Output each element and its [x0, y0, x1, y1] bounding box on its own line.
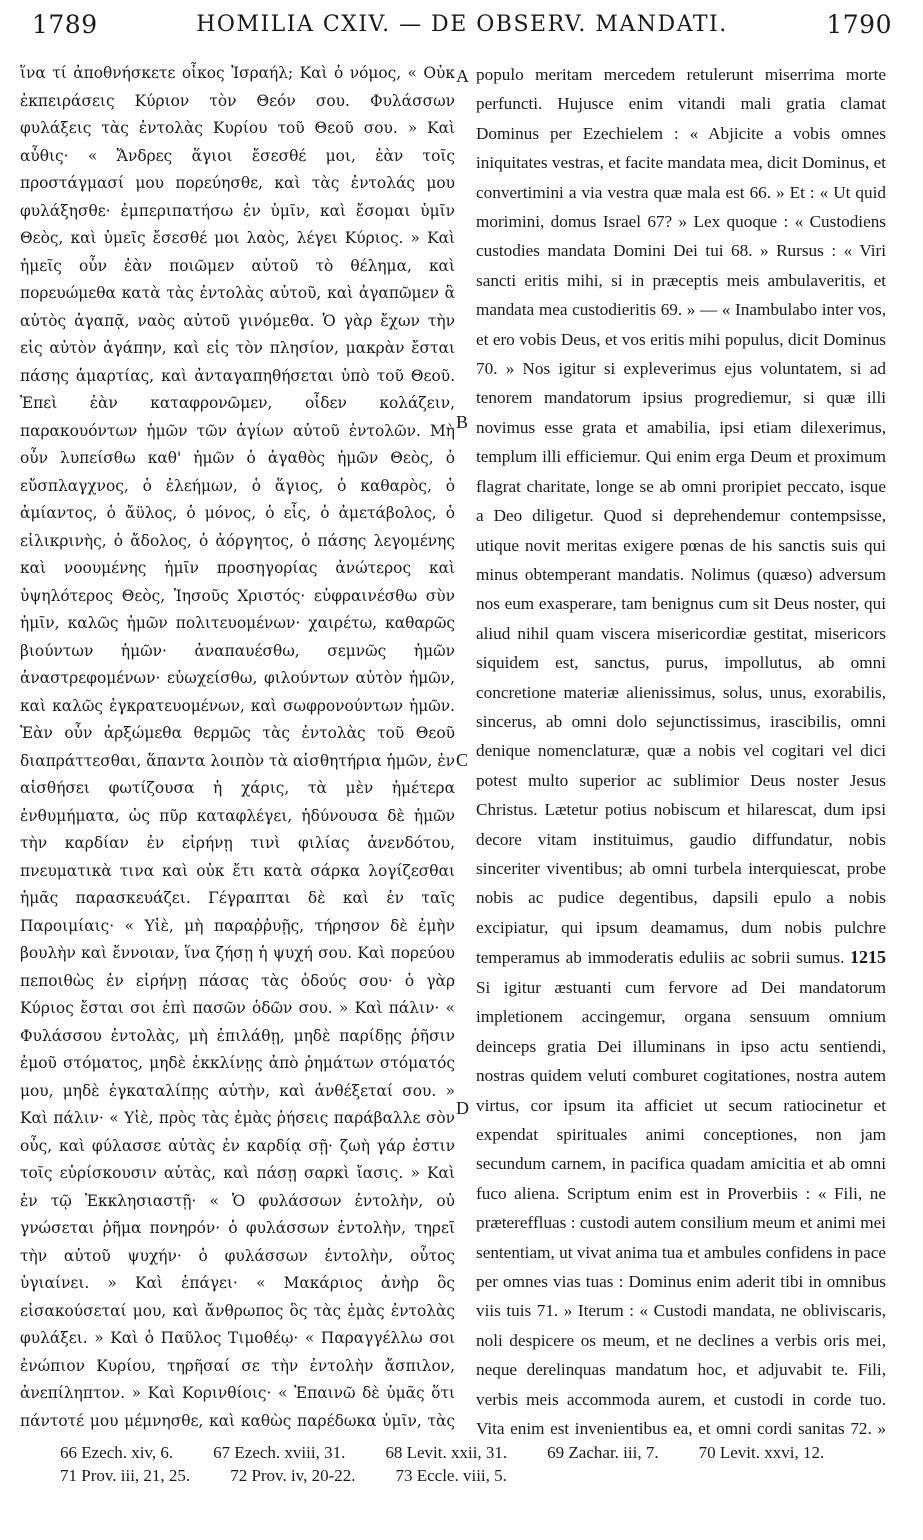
- column-number: 1215: [850, 947, 886, 968]
- footnote-71: 71 Prov. iii, 21, 25.: [60, 1465, 191, 1485]
- footnote-66: 66 Ezech. xiv, 6.: [60, 1443, 174, 1462]
- page-number-right: 1790: [826, 10, 892, 39]
- section-marker-d: D: [456, 1098, 469, 1118]
- section-marker-b: B: [456, 412, 469, 432]
- greek-text: ἵνα τί ἀποθνήσκετε οἶκος Ἰσραήλ; Καὶ ὁ νόμος, « Οὐκ ἐκπειράσεις Κύριον τὸν Θεόν σου. Φυλάσσων φυλάξεις τὰς ἐντολὰς Κυρίου τοῦ Θεοῦ σου. » Καὶ αὖθις· « Ἄνδρες ἅγιοι ἔσεσθέ μοι, ἐὰν τοῖς προστάγμασί μου πορεύησθε, καὶ τὰς ἐντολάς μου φυλάξησθε· ἐμπεριπατήσω ἐν ὑμῖν, καὶ ἔσομαι ὑμῖν Θεὸς, καὶ ὑμεῖς ἔσεσθέ μοι λαὸς, λέγει Κύριος. » Καὶ ἡμεῖς οὖν ἐὰν ποιῶμεν αὐτοῦ τὸ θέλημα, καὶ πορευώμεθα κατὰ τὰς ἐντολὰς αὐτοῦ, καὶ ἀγαπῶμεν ἃ αὐτὸς ἀγαπᾷ, ναὸς αὐτοῦ γινόμεθα. Ὁ γὰρ ἔχων τὴν εἰς αὐτὸν ἀγάπην, καὶ εἰς τὸν πλησίον, μακρὰν ἔσται πάσης ἁμαρτίας, καὶ ἀνταγαπηθήσεται ὑπὸ τοῦ Θεοῦ. Ἐπεὶ ἐὰν καταφρονῶμεν, οἶδεν κολάζειν, παρακουόντων ἡμῶν τῶν ἁγίων αὐτοῦ ἐντολῶν. Μὴ οὖν λυπείσθω καθ' ἡμῶν ὁ ἀγαθὸς ἡμῶν Θεὸς, ὁ εὔσπλαγχνος, ὁ ἐλεήμων, ὁ ἅγιος, ὁ καθαρὸς, ὁ ἀμίαντος, ὁ ἄϋλος, ὁ μόνος, ὁ εἷς, ὁ ἀμετάβολος, ὁ εἰλικρινὴς, ὁ ἄδολος, ὁ ἀόργητος, ὁ πάσης λεγομένης καὶ νοουμένης ἡμῖν προσηγορίας ἀνώτερος καὶ ὑψηλότερος Θεὸς, Ἰησοῦς Χριστός· εὐφραινέσθω σὺν ἡμῖν, καλῶς ἡμῶν πολιτευομένων· χαιρέτω, καθαρῶς βιούντων ἡμῶν· ἀναπαυέσθω, σεμνῶς ἡμῶν ἀναστρεφομένων· εὐωχείσθω, φιλούντων αὐτὸν ἡμῶν, καὶ καλῶς ἐγκρατευομένων, καὶ σωφρονούντων ἡμῶν. Ἐὰν οὖν ἀρξώμεθα θερμῶς τὰς ἐντολὰς τοῦ Θεοῦ διαπράττεσθαι, ἅπαντα λοιπὸν τὰ αἰσθητήρια ἡμῶν, ἐν αἰσθήσει φωτίζουσα ἡ χάρις, τὰ μὲν ἡμέτερα ἐνθυμήματα, ὡς πῦρ καταφλέγει, ἡδύνουσα δὲ ἡμῶν τὴν καρδίαν ἐν εἰρήνῃ τινὶ φιλίας ἀνενδότου, πνευματικὰ τινα καὶ οὐκ ἔτι κατὰ σάρκα λογίζεσθαι ἡμᾶς παρασκευάζει. Γέγραπται δὲ καὶ ἐν ταῖς Παροιμίαις· « Υἱὲ, μὴ παραῤῥυῇς, τήρησον δὲ ἐμὴν βουλὴν καὶ ἔννοιαν, ἵνα ζήσῃ ἡ ψυχή σου. Καὶ πορεύου πεποιθὼς ἐν εἰρήνῃ πάσας τὰς ὁδούς σου· ὁ γὰρ Κύριος ἔσται σοι ἐπὶ πασῶν ὁδῶν σου. » Καὶ πάλιν· « Φυλάσσου ἐντολὰς, μὴ ἐπιλάθῃ, μηδὲ παρίδῃς ῥῆσιν ἐμοῦ στόματος, μηδὲ ἐκκλίνῃς ἀπὸ ῥημάτων στόματός μου, μηδὲ ἐγκαταλίπῃς αὐτὴν, καὶ ἀνθέξεταί σου. » Καὶ πάλιν· « Υἱὲ, πρὸς τὰς ἐμὰς ῥήσεις παράβαλλε σὸν οὖς, καὶ φύλασσε αὐτὰς ἐν καρδίᾳ σῇ· ζωὴ γάρ ἐστιν τοῖς εὑρίσκουσιν αὐτὰς, καὶ πάσῃ σαρκὶ ἴασις. » Καὶ ἐν τῷ Ἐκκλησιαστῇ· « Ὁ φυλάσσων ἐντολὴν, οὐ γνώσεται ῥῆμα πονηρόν· ὁ φυλάσσων ἐντολὴν, τηρεῖ τὴν αὐτοῦ ψυχήν· ὁ φυλάσσων ἐντολὴν, οὗτος ὑγιαίνει. » Καὶ ἐπάγει· « Μακάριος ἀνὴρ ὃς εἰσακούσεταί μου, καὶ ἄνθρωπος ὃς τὰς ἐμὰς ἐντολὰς φυλάξει. » Καὶ ὁ Παῦλος Τιμοθέῳ· « Παραγγέλλω σοι ἐνώπιον Κυρίου, τηρῆσαί σε τὴν ἐντολὴν ἄσπιλον, ἀνεπίληπτον. » Καὶ Κορινθίοις· « Ἐπαινῶ δὲ ὑμᾶς ὅτι πάντοτέ μου μέμνησθε, καὶ καθὼς παρέδωκα ὑμῖν, τὰς: [20, 64, 455, 1430]
- footnote-line-2: [60, 1465, 900, 1488]
- page-header: [32, 10, 892, 50]
- footnote-69: 69 Zachar. iii, 7.: [547, 1443, 659, 1462]
- section-marker-c: C: [456, 750, 469, 770]
- page-number-left: 1789: [32, 10, 98, 39]
- running-title: HOMILIA CXIV. — DE OBSERV. MANDATI.: [196, 12, 728, 37]
- latin-text-part-2: Si igitur æstuanti cum fervore ad Dei mandatorum impletionem accingemur, organa sensuum omnium deinceps gratia Dei illuminans in ipso actu sentiendi, nostras quidem veluti comburet cogitationes, nostra autem virtus, cor ipsum ita afficiet ut secum ratiocinetur et expendat spirituales animi conceptiones, non jam secundum carnem, in pacifica quadam amicitia et ab omni fuco aliena. Scriptum enim est in Proverbiis : « Fili, ne prætereffluas : custodi autem consilium meum et animi mei sententiam, ut vivat anima tua et ambules confidens in pace per omnes vias tuas : Dominus enim aderit tibi in omnibus viis tuis 71. » Iterum : « Custodi mandata, ne obliviscaris, noli despicere os meum, et ne declines a verbis oris mei, neque derelinquas mandatum hoc, et adjuvabit te. Fili, verbis meis accommoda aurem, et custodi in corde tuo. Vita enim est invenientibus ea, et omni cordi sanitas 72. »: [476, 977, 886, 1439]
- latin-column: [476, 60, 886, 1440]
- section-marker-a: A: [456, 66, 469, 86]
- footnote-67: 67 Ezech. xviii, 31.: [213, 1443, 346, 1462]
- footnote-line-1: [60, 1442, 900, 1465]
- latin-text: [476, 60, 886, 1440]
- footnote-68: 68 Levit. xxii, 31.: [385, 1443, 508, 1462]
- footnote-73: 73 Eccle. viii, 5.: [395, 1465, 507, 1485]
- footnotes: [60, 1442, 900, 1488]
- latin-text-part-1: populo meritam mercedem retulerunt miserrima morte perfuncti. Hujusce enim vitandi mali gratia clamat Dominus per Ezechielem : « Abjicite a vobis omnes iniquitates vestras, et facite mandata mea, dicit Dominus, et convertimini a via vestra quæ mala est 66. » Et : « Ut quid morimini, domus Israel 67? » Lex quoque : « Custodiens custodies mandata Domini Dei tui 68. » Rursus : « Viri sancti eritis mihi, si in præceptis meis ambulaveritis, et mandata mea custodieritis 69. » — « Inambulabo inter vos, et ero vobis Deus, et vos eritis mihi populus, dicit Dominus 70. » Nos igitur si expleverimus ejus voluntatem, si ad tenorem mandatorum ipsius progrediemur, si quæ illi novimus esse grata et amabilia, ipsi etiam dilexerimus, templum illi efficiemur. Qui enim erga Deum et proximum flagrat charitate, longe se ab omni proripiet peccato, isque a Deo diligetur. Quod si deprehendemur contempsisse, utique novit meritas exigere pœnas de his sanctis suis qui minus obtemperant mandatis. Nolimus (quæso) adversum nos eum exasperare, tam benignus cum sit Deus noster, qui aliud nihil quam viscera misericordiæ gestitat, misericors siquidem est, sanctus, purus, impollutus, ab omni concretione materiæ alienissimus, solus, unus, exorabilis, sincerus, ab omni dolo sejunctissimus, irascibilis, omni denique nomenclaturæ, quæ a nobis vel cogitari vel dici potest multo superior ac sublimior Deus noster Jesus Christus. Lætetur potius nobiscum et hilarescat, dum ipsi decore vitam instituimus, gaudio diffundatur, nobis sinceriter viventibus; ab omni turbela interquiescat, probe nobis ac pudice degentibus, dapsili epulo a nobis excipiatur, qui ipsum deamamus, dum nobis pulchre temperamus ab immoderatis eduliis ac sobrii sumus.: [476, 65, 886, 968]
- footnote-72: 72 Prov. iv, 20-22.: [230, 1465, 356, 1485]
- footnote-70: 70 Levit. xxvi, 12.: [698, 1443, 825, 1462]
- greek-column: [20, 60, 455, 1440]
